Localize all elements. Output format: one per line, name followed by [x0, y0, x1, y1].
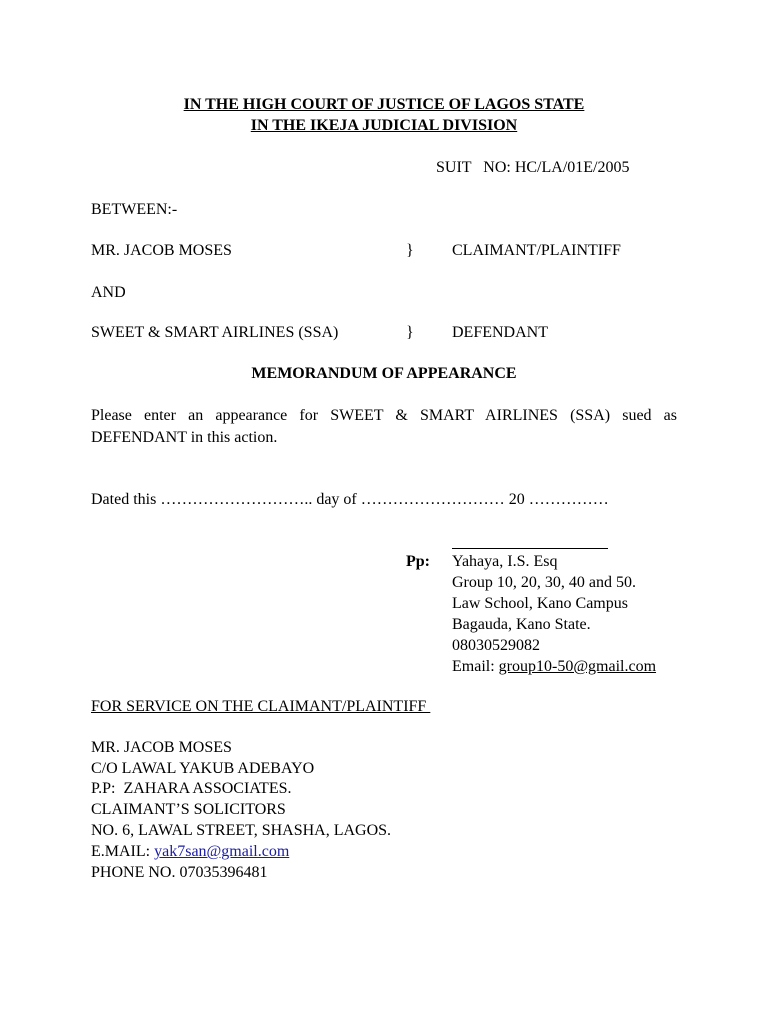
between-label: BETWEEN:-	[91, 201, 178, 218]
service-solicitors: CLAIMANT’S SOLICITORS	[91, 801, 286, 818]
signatory-school: Law School, Kano Campus	[452, 595, 628, 612]
service-address: NO. 6, LAWAL STREET, SHASHA, LAGOS.	[91, 822, 392, 839]
service-email-row	[91, 842, 289, 862]
service-name: MR. JACOB MOSES	[91, 739, 232, 756]
service-heading: FOR SERVICE ON THE CLAIMANT/PLAINTIFF	[91, 698, 431, 715]
signatory-email-link[interactable]: group10-50@gmail.com	[498, 658, 657, 675]
dated-line: Dated this ……………………….. day of ……………………… 20 ……………	[91, 491, 609, 508]
signatory-phone: 08030529082	[452, 637, 540, 654]
service-phone: PHONE NO. 07035396481	[91, 864, 268, 881]
claimant-brace: }	[406, 242, 414, 259]
claimant-name: MR. JACOB MOSES	[91, 242, 232, 259]
claimant-role: CLAIMANT/PLAINTIFF	[452, 242, 621, 259]
court-heading: IN THE HIGH COURT OF JUSTICE OF LAGOS STATE	[183, 96, 585, 113]
signatory-name: Yahaya, I.S. Esq	[452, 553, 558, 570]
defendant-name: SWEET & SMART AIRLINES (SSA)	[91, 324, 339, 341]
signatory-email-label: Email:	[452, 658, 499, 675]
defendant-role: DEFENDANT	[452, 324, 548, 341]
service-firm: P.P: ZAHARA ASSOCIATES.	[91, 780, 292, 797]
division-heading: IN THE IKEJA JUDICIAL DIVISION	[250, 117, 518, 134]
signatory-group: Group 10, 20, 30, 40 and 50.	[452, 574, 636, 591]
signatory-email-row	[452, 657, 656, 677]
service-care-of: C/O LAWAL YAKUB ADEBAYO	[91, 760, 315, 777]
service-email-label: E.MAIL:	[91, 843, 155, 860]
defendant-brace: }	[406, 324, 414, 341]
appearance-paragraph: Please enter an appearance for SWEET & SMART AIRLINES (SSA) sued as DEFENDANT in this action.	[91, 407, 677, 446]
signature-line	[452, 548, 608, 549]
service-email-link[interactable]: yak7san@gmail.com	[154, 843, 290, 860]
and-label: AND	[91, 284, 126, 301]
pp-label: Pp:	[406, 553, 430, 570]
signatory-location: Bagauda, Kano State.	[452, 616, 591, 633]
memo-title: MEMORANDUM OF APPEARANCE	[251, 365, 517, 382]
suit-number: SUIT NO: HC/LA/01E/2005	[436, 159, 630, 176]
